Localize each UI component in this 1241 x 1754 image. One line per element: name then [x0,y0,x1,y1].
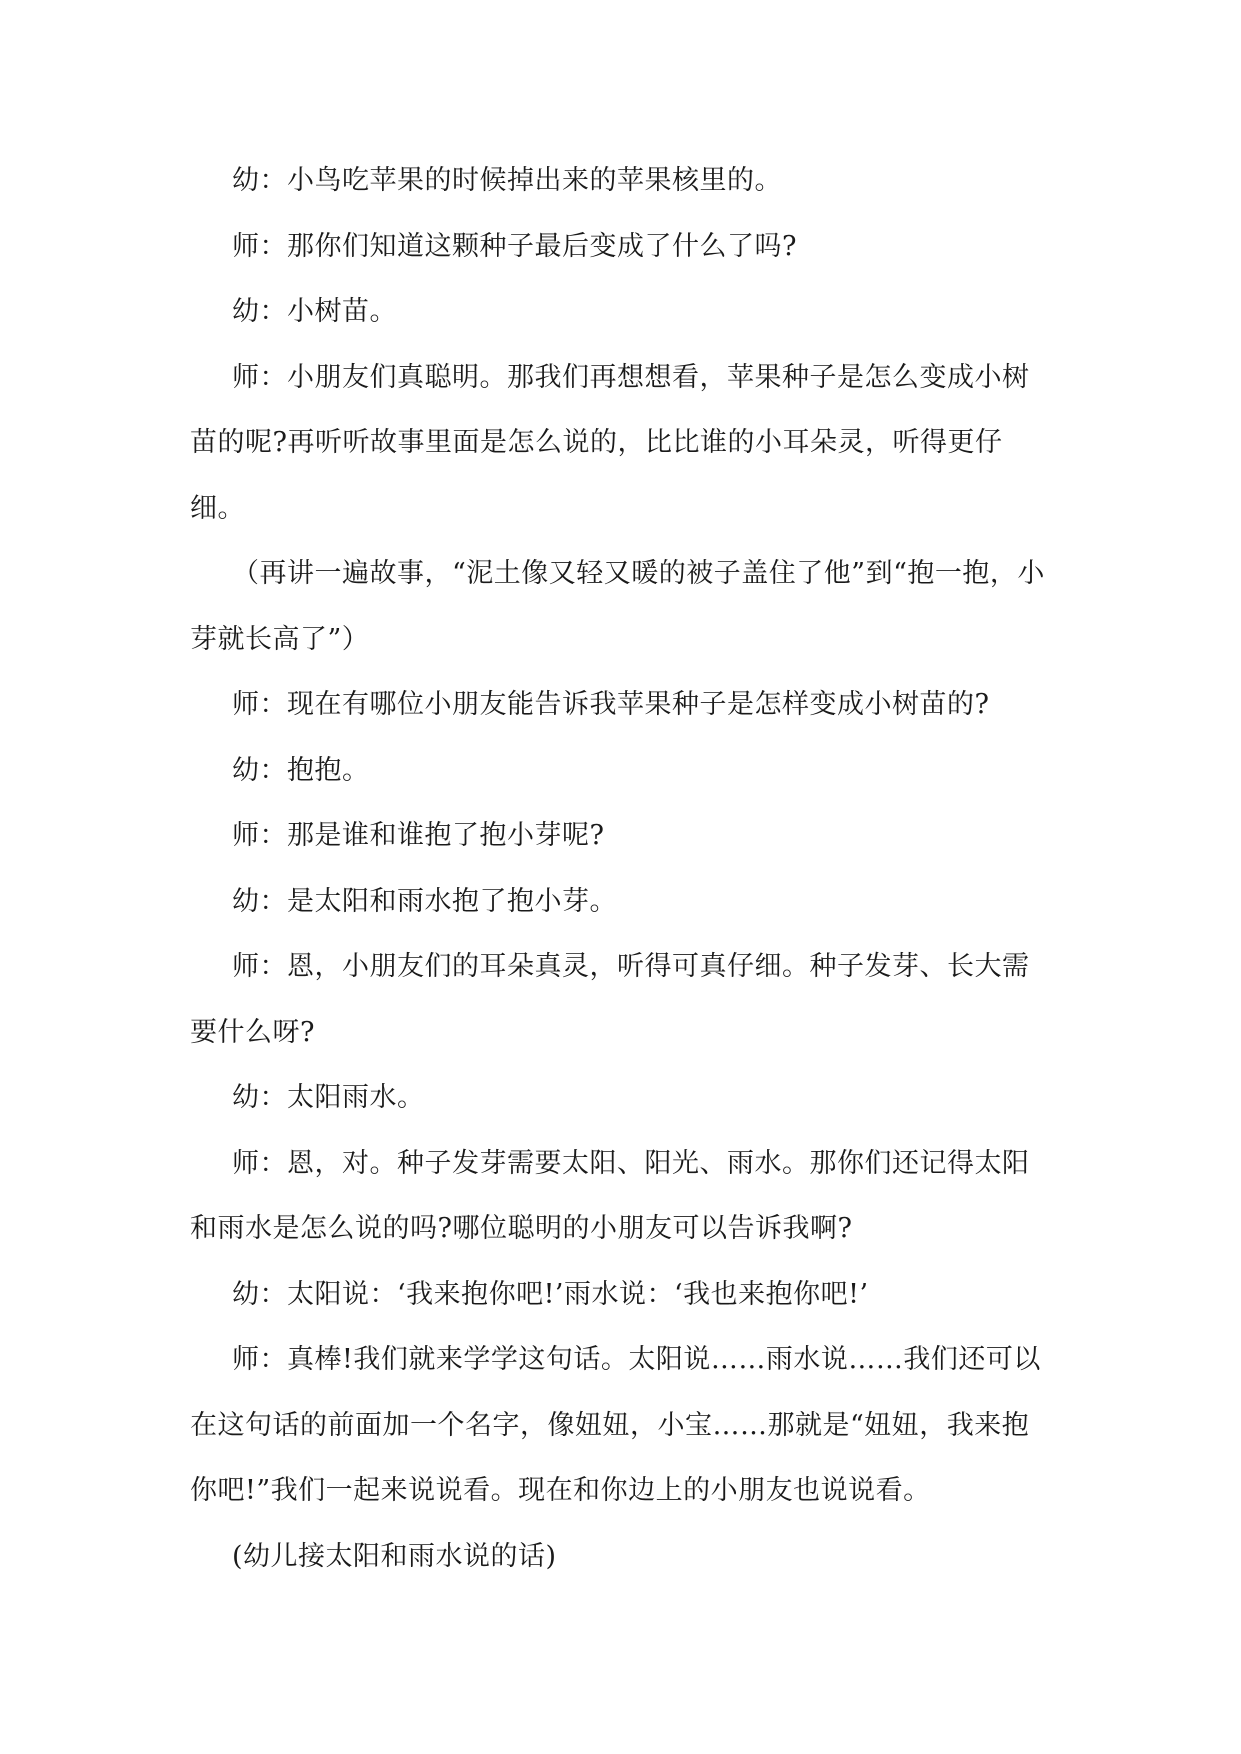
paragraph-teacher-question-who: 师：那是谁和谁抱了抱小芽呢? [232,820,605,851]
paragraph-teacher-retell-story: 师：小朋友们真聪明。那我们再想想看，苹果种子是怎么变成小树苗的呢?再听听故事里面是怎么说的，比比谁的小耳朵灵，听得更仔细。 [190,361,1030,524]
dialogue-text [190,148,1070,1589]
paragraph-child-answer-apple-core: 幼：小鸟吃苹果的时候掉出来的苹果核里的。 [232,165,782,196]
paragraph-teacher-question-what-said: 师：恩，对。种子发芽需要太阳、阳光、雨水。那你们还记得太阳和雨水是怎么说的吗?哪位聪明的小朋友可以告诉我啊? [190,1147,1030,1244]
paragraph-child-answer-sun-rain: 幼：是太阳和雨水抱了抱小芽。 [232,885,617,917]
paragraph-child-answer-hug: 幼：抱抱。 [232,754,370,786]
paragraph-teacher-practice: 师：真棒!我们就来学学这句话。太阳说……雨水说……我们还可以在这句话的前面加一个名字，像妞妞，小宝……那就是“妞妞，我来抱你吧!”我们一起来说说看。现在和你边上的小朋友也说说看。 [190,1344,1041,1506]
paragraph-stage-note-retell: （再讲一遍故事，“泥土像又轻又暖的被子盖住了他”到“抱一抱，小芽就长高了”） [190,558,1045,655]
paragraph-stage-note-children: (幼儿接太阳和雨水说的话) [232,1540,557,1572]
paragraph-teacher-question-seed: 师：那你们知道这颗种子最后变成了什么了吗? [232,230,797,262]
paragraph-child-answer-sun-rain-short: 幼：太阳雨水。 [232,1082,425,1113]
paragraph-teacher-question-needs: 师：恩，小朋友们的耳朵真灵，听得可真仔细。种子发芽、长大需要什么呀? [190,951,1030,1048]
paragraph-teacher-question-how: 师：现在有哪位小朋友能告诉我苹果种子是怎样变成小树苗的? [232,689,990,720]
paragraph-child-answer-sapling: 幼：小树苗。 [232,296,397,327]
paragraph-child-answer-quotes: 幼：太阳说：‘我来抱你吧!’雨水说：‘我也来抱你吧!’ [232,1278,869,1310]
